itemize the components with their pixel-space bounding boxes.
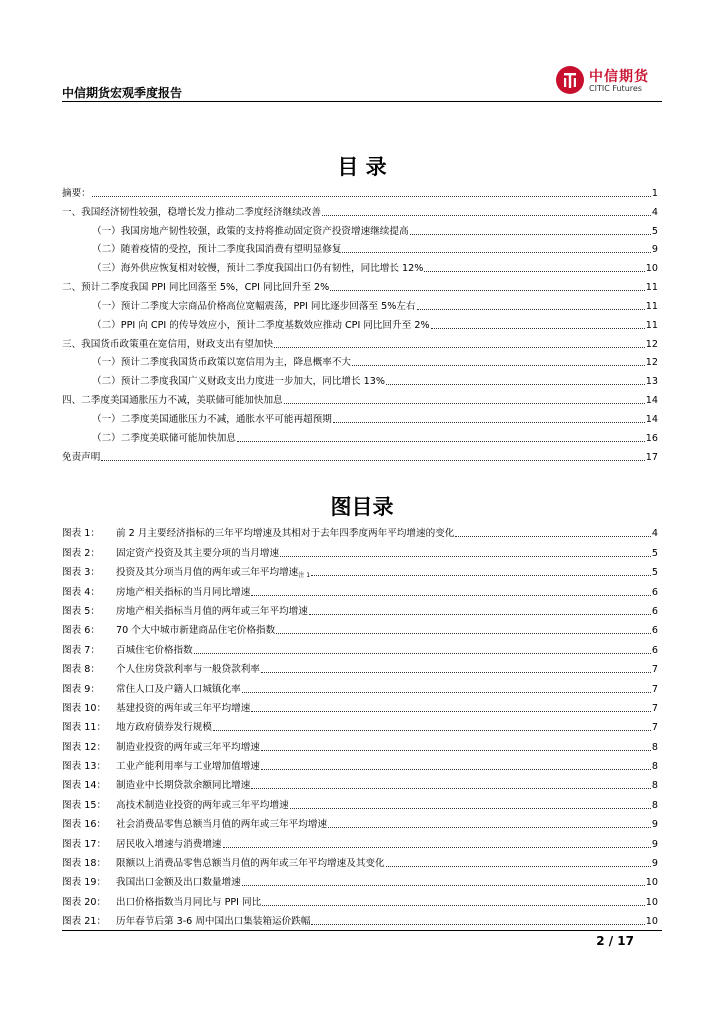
- toc-entry[interactable]: [62, 181, 658, 200]
- toc-entry-page: 14: [645, 413, 658, 425]
- toc-entry-text: 二、预计二季度我国 PPI 同比回落至 5%，CPI 同比回升至 2%: [62, 282, 330, 294]
- figure-entry[interactable]: [62, 792, 658, 811]
- toc-entry-page: 5: [651, 225, 658, 237]
- toc-entry-text: 摘要：: [62, 187, 91, 199]
- figure-dot-leader: [276, 633, 651, 634]
- toc-dot-leader: [352, 365, 645, 366]
- figure-dot-leader: [261, 672, 651, 673]
- figure-entry-label: 图表 11：: [62, 722, 107, 734]
- figure-entry-page: 9: [651, 819, 658, 831]
- figure-dot-leader: [328, 827, 651, 828]
- figure-entry-text: 70 个大中城市新建商品住宅价格指数: [116, 625, 276, 637]
- figure-entry-note: 注 1: [298, 572, 311, 580]
- figure-dot-leader: [213, 730, 651, 731]
- figure-entry-text: 投资及其分项当月值的两年或三年平均增速: [116, 567, 299, 579]
- toc-entry-page: 16: [645, 432, 658, 444]
- citic-futures-logo: [556, 64, 666, 98]
- figure-dot-leader: [290, 808, 651, 809]
- figure-entry[interactable]: [62, 734, 658, 753]
- figure-entry[interactable]: [62, 618, 658, 637]
- toc-entry-page: 12: [645, 357, 658, 369]
- figure-entry-text: 前 2 月主要经济指标的三年平均增速及其相对于去年四季度两年平均增速的变化: [116, 528, 455, 540]
- figure-dot-leader: [309, 614, 651, 615]
- toc-dot-leader: [410, 234, 651, 235]
- toc-entry[interactable]: [62, 332, 658, 351]
- toc-entry[interactable]: [62, 219, 658, 238]
- figure-dot-leader: [386, 866, 651, 867]
- figure-entry-text: 固定资产投资及其主要分项的当月增速: [116, 547, 280, 559]
- figure-entry-text: 制造业投资的两年或三年平均增速: [116, 741, 260, 753]
- figure-entry-page: 8: [651, 741, 658, 753]
- figure-entry[interactable]: [62, 676, 658, 695]
- figure-entry-label: 图表 16：: [62, 819, 107, 831]
- figure-entry-page: 10: [645, 877, 658, 889]
- figure-entry[interactable]: [62, 579, 658, 598]
- figure-entry[interactable]: [62, 657, 658, 676]
- logo-chinese-name: 中信期货: [589, 69, 649, 85]
- figure-entry-page: 7: [651, 664, 658, 676]
- toc-dot-leader: [342, 252, 650, 253]
- figure-dot-leader: [311, 924, 644, 925]
- figure-entry[interactable]: [62, 560, 658, 579]
- toc-dot-leader: [417, 309, 645, 310]
- toc-entry-text: （二）随着疫情的受控，预计二季度我国消费有望明显修复: [92, 244, 342, 256]
- figure-dot-leader: [251, 788, 651, 789]
- toc-entry-text: （一）预计二季度我国货币政策以宽信用为主，降息概率不大: [92, 357, 352, 369]
- toc-entry-page: 12: [645, 338, 658, 350]
- figure-dot-leader: [311, 575, 651, 576]
- figure-entry-page: 7: [651, 722, 658, 734]
- figure-list: [62, 521, 658, 928]
- toc-entry-text: （三）海外供应恢复相对较慢，预计二季度我国出口仍有韧性，同比增长 12%: [92, 263, 424, 275]
- figure-entry-text: 房地产相关指标当月值的两年或三年平均增速: [116, 605, 308, 617]
- figure-entry-text: 限额以上消费品零售总额当月值的两年或三年平均增速及其变化: [116, 858, 385, 870]
- figure-entry[interactable]: [62, 889, 658, 908]
- figure-entry-label: 图表 4：: [62, 586, 100, 598]
- figure-entry-page: 8: [651, 761, 658, 773]
- figure-entry-label: 图表 1：: [62, 528, 100, 540]
- figure-entry[interactable]: [62, 812, 658, 831]
- figure-entry-label: 图表 14：: [62, 780, 107, 792]
- figure-entry-label: 图表 18：: [62, 858, 107, 870]
- table-of-contents: [62, 181, 658, 464]
- figure-entry-page: 6: [651, 625, 658, 637]
- figure-entry-text: 我国出口金额及出口数量增速: [116, 877, 241, 889]
- figure-entry[interactable]: [62, 521, 658, 540]
- figure-entry[interactable]: [62, 870, 658, 889]
- figure-entry-label: 图表 6：: [62, 625, 100, 637]
- figure-dot-leader: [194, 653, 651, 654]
- figure-entry-text: 基建投资的两年或三年平均增速: [116, 702, 251, 714]
- figure-entry-page: 7: [651, 702, 658, 714]
- figure-entry-page: 4: [651, 528, 658, 540]
- toc-dot-leader: [333, 422, 645, 423]
- toc-dot-leader: [424, 271, 644, 272]
- figure-dot-leader: [242, 692, 651, 693]
- toc-dot-leader: [237, 441, 645, 442]
- figure-entry-label: 图表 13：: [62, 761, 107, 773]
- figure-entry-label: 图表 5：: [62, 605, 100, 617]
- figure-entry-page: 8: [651, 780, 658, 792]
- figure-entry-text: 历年春节后第 3-6 周中国出口集装箱运价跌幅: [116, 916, 311, 928]
- figure-entry-page: 10: [645, 916, 658, 928]
- figure-entry-label: 图表 15：: [62, 799, 107, 811]
- figure-entry-page: 6: [651, 644, 658, 656]
- figure-entry-label: 图表 21：: [62, 916, 107, 928]
- figure-entry-page: 6: [651, 605, 658, 617]
- footer-divider: [62, 930, 662, 931]
- figure-entry-text: 制造业中长期贷款余额同比增速: [116, 780, 251, 792]
- figure-dot-leader: [261, 750, 651, 751]
- figure-entry-text: 工业产能利用率与工业增加值增速: [116, 761, 260, 773]
- logo-english-name: CITIC Futures: [589, 84, 642, 93]
- figure-entry[interactable]: [62, 909, 658, 928]
- toc-entry-text: （二）二季度美联储可能加快加息: [92, 432, 236, 444]
- toc-entry[interactable]: [62, 313, 658, 332]
- toc-entry-text: （二）预计二季度我国广义财政支出力度进一步加大，同比增长 13%: [92, 376, 385, 388]
- toc-dot-leader: [274, 347, 645, 348]
- figure-entry-page: 5: [651, 567, 658, 579]
- figure-dot-leader: [242, 885, 645, 886]
- toc-entry[interactable]: [62, 445, 658, 464]
- toc-entry-text: 免责声明: [62, 451, 101, 463]
- citic-logo-icon: [556, 66, 584, 94]
- toc-entry[interactable]: [62, 388, 658, 407]
- figure-entry[interactable]: [62, 599, 658, 618]
- figure-dot-leader: [261, 769, 651, 770]
- figure-entry[interactable]: [62, 696, 658, 715]
- toc-entry-text: （一）我国房地产韧性较强，政策的支持将推动固定资产投资增速继续提高: [92, 225, 409, 237]
- figure-entry-text: 居民收入增速与消费增速: [116, 838, 222, 850]
- toc-entry-text: （二）PPI 向 CPI 的传导效应小，预计二季度基数效应推动 CPI 同比回升至 2%: [92, 319, 430, 331]
- toc-dot-leader: [330, 290, 645, 291]
- figure-entry[interactable]: [62, 715, 658, 734]
- figure-entry-text: 百城住宅价格指数: [116, 644, 193, 656]
- figure-entry[interactable]: [62, 851, 658, 870]
- toc-entry-text: （一）预计二季度大宗商品价格高位宽幅震荡，PPI 同比逐步回落至 5%左右: [92, 300, 416, 312]
- figure-entry[interactable]: [62, 773, 658, 792]
- toc-entry-page: 11: [645, 282, 658, 294]
- toc-entry-text: 三、我国货币政策重在宽信用，财政支出有望加快: [62, 338, 274, 350]
- toc-dot-leader: [101, 460, 644, 461]
- toc-entry[interactable]: [62, 238, 658, 257]
- figure-entry-page: 7: [651, 683, 658, 695]
- toc-entry[interactable]: [62, 351, 658, 370]
- figure-entry-label: 图表 7：: [62, 644, 100, 656]
- figure-entry-label: 图表 3：: [62, 567, 100, 579]
- figure-entry-text: 个人住房贷款利率与一般贷款利率: [116, 664, 260, 676]
- toc-entry-page: 1: [651, 187, 658, 199]
- toc-entry-page: 4: [651, 206, 658, 218]
- figure-entry-label: 图表 10：: [62, 702, 107, 714]
- toc-entry-text: （一）二季度美国通胀压力不减，通胀水平可能再超预期: [92, 413, 332, 425]
- toc-entry-page: 17: [645, 451, 658, 463]
- figure-entry[interactable]: [62, 540, 658, 559]
- figure-entry-text: 常住人口及户籍人口城镇化率: [116, 683, 241, 695]
- toc-entry-page: 13: [645, 376, 658, 388]
- figure-entry-page: 9: [651, 858, 658, 870]
- figure-entry[interactable]: [62, 754, 658, 773]
- toc-entry-text: 一、我国经济韧性较强，稳增长发力推动二季度经济继续改善: [62, 206, 322, 218]
- figure-entry-label: 图表 8：: [62, 664, 100, 676]
- page-number: 2 / 17: [596, 934, 634, 948]
- figure-entry-text: 高技术制造业投资的两年或三年平均增速: [116, 799, 289, 811]
- toc-entry-page: 11: [645, 319, 658, 331]
- figure-entry-page: 5: [651, 547, 658, 559]
- toc-entry-page: 10: [645, 263, 658, 275]
- toc-entry[interactable]: [62, 294, 658, 313]
- figure-dot-leader: [455, 536, 651, 537]
- toc-dot-leader: [431, 328, 645, 329]
- toc-dot-leader: [92, 196, 651, 197]
- figure-entry-label: 图表 19：: [62, 877, 107, 889]
- toc-dot-leader: [284, 403, 645, 404]
- toc-title: 目 录: [337, 155, 387, 179]
- toc-entry[interactable]: [62, 256, 658, 275]
- figure-dot-leader: [262, 905, 645, 906]
- figure-entry-label: 图表 2：: [62, 547, 100, 559]
- toc-dot-leader: [322, 215, 651, 216]
- figure-entry-text: 地方政府债券发行规模: [116, 722, 212, 734]
- figure-dot-leader: [223, 847, 651, 848]
- figure-entry-text: 出口价格指数当月同比与 PPI 同比: [116, 896, 262, 908]
- figure-entry-page: 9: [651, 838, 658, 850]
- toc-entry-page: 14: [645, 395, 658, 407]
- toc-entry[interactable]: [62, 407, 658, 426]
- toc-entry[interactable]: [62, 200, 658, 219]
- toc-entry[interactable]: [62, 275, 658, 294]
- figure-dot-leader: [251, 595, 651, 596]
- figure-entry-label: 图表 17：: [62, 838, 107, 850]
- toc-entry-page: 9: [651, 244, 658, 256]
- figure-dot-leader: [251, 711, 651, 712]
- toc-entry[interactable]: [62, 369, 658, 388]
- toc-entry-text: 四、二季度美国通胀压力不减，美联储可能加快加息: [62, 395, 283, 407]
- toc-entry[interactable]: [62, 426, 658, 445]
- figure-entry-label: 图表 9：: [62, 683, 100, 695]
- toc-dot-leader: [386, 384, 645, 385]
- figure-entry-page: 8: [651, 799, 658, 811]
- figure-entry[interactable]: [62, 831, 658, 850]
- figure-entry-label: 图表 20：: [62, 896, 107, 908]
- figure-entry-text: 房地产相关指标的当月同比增速: [116, 586, 251, 598]
- report-header-title: 中信期货宏观季度报告: [62, 86, 183, 100]
- figure-entry-label: 图表 12：: [62, 741, 107, 753]
- figure-entry[interactable]: [62, 637, 658, 656]
- figure-entry-page: 6: [651, 586, 658, 598]
- figure-entry-text: 社会消费品零售总额当月值的两年或三年平均增速: [116, 819, 328, 831]
- figure-list-title: 图目录: [330, 495, 394, 519]
- figure-entry-page: 10: [645, 896, 658, 908]
- figure-dot-leader: [280, 556, 651, 557]
- header-divider: [62, 101, 662, 102]
- toc-entry-page: 11: [645, 300, 658, 312]
